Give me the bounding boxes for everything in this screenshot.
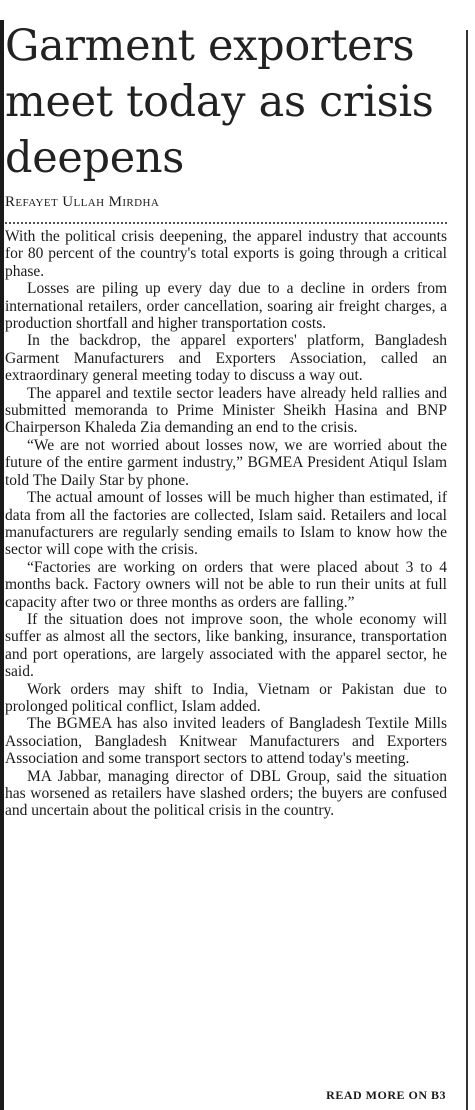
- paragraph: Losses are piling up every day due to a decline in orders from international retailers, order cancellation, soaring air freight charges, a production shortfall and higher transportation costs.: [5, 280, 447, 333]
- paragraph: With the political crisis deepening, the apparel industry that accounts for 80 percent of the country's total exports is going through a critical phase.: [5, 228, 447, 280]
- paragraph: The apparel and textile sector leaders have already held rallies and submitted memoranda to Prime Minister Sheikh Hasina and BNP Chairperson Khaleda Zia demanding an end to the crisis.: [5, 384, 447, 437]
- paragraph: In the backdrop, the apparel exporters' platform, Bangladesh Garment Manufacturers and Exporters Association, called an extraordinary general meeting today to discuss a way out.: [5, 332, 447, 385]
- right-column-rule: [466, 30, 468, 1110]
- paragraph: “We are not worried about losses now, we are worried about the future of the entire garment industry,” BGMEA President Atiqul Islam told The Daily Star by phone.: [5, 436, 447, 489]
- paragraph: MA Jabbar, managing director of DBL Group, said the situation has worsened as retailers have slashed orders; the buyers are confused and uncertain about the political crisis in the country.: [5, 767, 447, 820]
- read-more-link[interactable]: READ MORE ON B3: [326, 1088, 446, 1102]
- byline-divider: [5, 222, 447, 224]
- paragraph: If the situation does not improve soon, the whole economy will suffer as almost all the sectors, like banking, insurance, transportation and port operations, are largely associated with the apparel sector, he said.: [5, 610, 447, 681]
- article-body: [5, 228, 447, 820]
- paragraph: “Factories are working on orders that were placed about 3 to 4 months back. Factory owners will not be able to run their units at full capacity after two or three months as orders are falling.”: [5, 558, 447, 611]
- article: [5, 18, 447, 820]
- paragraph: The BGMEA has also invited leaders of Bangladesh Textile Mills Association, Bangladesh Knitwear Manufacturers and Exporters Association and some transport sectors to attend today's meeting.: [5, 715, 447, 768]
- paragraph: The actual amount of losses will be much higher than estimated, if data from all the factories are collected, Islam said. Retailers and local manufacturers are regularly sending emails to Islam to know how the sector will cope with the crisis.: [5, 489, 447, 559]
- paragraph: Work orders may shift to India, Vietnam or Pakistan due to prolonged political conflict, Islam added.: [5, 680, 447, 715]
- headline: Garment exporters meet today as crisis deepens: [5, 21, 434, 183]
- left-column-rule: [0, 20, 4, 1110]
- byline: Refayet Ullah Mirdha: [5, 194, 160, 210]
